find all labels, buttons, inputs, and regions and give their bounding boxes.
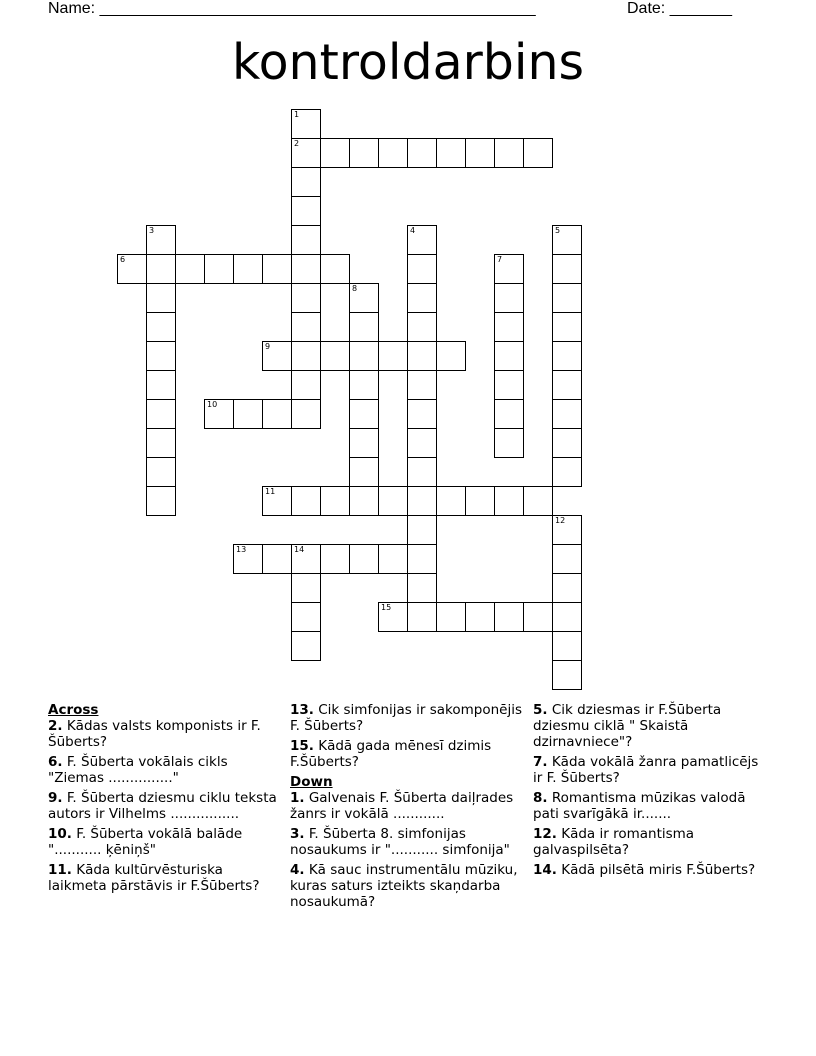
- grid-cell[interactable]: [291, 254, 321, 284]
- grid-cell[interactable]: [378, 602, 408, 632]
- grid-cell[interactable]: [494, 602, 524, 632]
- grid-cell[interactable]: [436, 602, 466, 632]
- grid-cell[interactable]: [465, 486, 495, 516]
- clue-number: 12: [555, 516, 566, 525]
- clue-number: 7: [497, 255, 503, 264]
- grid-cell[interactable]: [407, 428, 437, 458]
- clue-across-15: 15. Kādā gada mēnesī dzimis F.Šūberts?: [290, 738, 492, 770]
- grid-cell[interactable]: [146, 370, 176, 400]
- grid-cell[interactable]: [407, 341, 437, 371]
- grid-cell[interactable]: [552, 544, 582, 574]
- grid-cell[interactable]: [291, 399, 321, 429]
- grid-cell[interactable]: [146, 283, 176, 313]
- grid-cell[interactable]: [146, 312, 176, 342]
- grid-cell[interactable]: [349, 312, 379, 342]
- grid-cell[interactable]: [349, 370, 379, 400]
- clue-down-5: 5. Cik dziesmas ir F.Šūberta dziesmu ciklā " Skaistā dzirnavniece"?: [533, 702, 722, 750]
- grid-cell[interactable]: [146, 399, 176, 429]
- grid-cell[interactable]: [291, 283, 321, 313]
- grid-cell[interactable]: [407, 370, 437, 400]
- clue-down-14: 14. Kādā pilsētā miris F.Šūberts?: [533, 862, 756, 878]
- grid-cell[interactable]: [494, 254, 524, 284]
- clue-down-7: 7. Kāda vokālā žanra pamatlicējs ir F. Šūberts?: [533, 754, 759, 786]
- grid-cell[interactable]: [291, 138, 321, 168]
- grid-cell[interactable]: [407, 399, 437, 429]
- clue-number: 9: [265, 342, 271, 351]
- clue-number: 6: [120, 255, 126, 264]
- grid-cell[interactable]: [349, 341, 379, 371]
- grid-cell[interactable]: [552, 341, 582, 371]
- grid-cell[interactable]: [407, 544, 437, 574]
- grid-cell[interactable]: [378, 486, 408, 516]
- clue-down-3: 3. F. Šūberta 8. simfonijas nosaukums ir "........... simfonija": [290, 826, 510, 858]
- grid-cell[interactable]: [349, 428, 379, 458]
- clues-column-1: [48, 702, 284, 898]
- grid-cell[interactable]: [552, 515, 582, 545]
- clue-number: 8: [352, 284, 358, 293]
- grid-cell[interactable]: [378, 544, 408, 574]
- grid-cell[interactable]: [552, 602, 582, 632]
- grid-cell[interactable]: [552, 631, 582, 661]
- date-field[interactable]: Date: _______: [627, 0, 732, 17]
- clue-down-1: 1. Galvenais F. Šūberta daiļrades žanrs ir vokālā ............: [290, 790, 514, 822]
- clue-down-8: 8. Romantisma mūzikas valodā pati svarīgākā ir.......: [533, 790, 746, 822]
- grid-cell[interactable]: [494, 341, 524, 371]
- clue-number: 2: [294, 139, 300, 148]
- grid-cell[interactable]: [407, 486, 437, 516]
- grid-cell[interactable]: [291, 109, 321, 139]
- grid-cell[interactable]: [320, 341, 350, 371]
- clue-across-6: 6. F. Šūberta vokālais cikls "Ziemas ...............": [48, 754, 228, 786]
- grid-cell[interactable]: [291, 631, 321, 661]
- grid-cell[interactable]: [320, 254, 350, 284]
- grid-cell[interactable]: [436, 341, 466, 371]
- grid-cell[interactable]: [552, 283, 582, 313]
- clue-number: 15: [381, 603, 392, 612]
- clues-column-2: [290, 702, 526, 914]
- clue-across-13: 13. Cik simfonijas ir sakomponējis F. Šūberts?: [290, 702, 522, 734]
- grid-cell[interactable]: [204, 254, 234, 284]
- grid-cell[interactable]: [407, 573, 437, 603]
- clue-across-9: 9. F. Šūberta dziesmu ciklu teksta autors ir Vilhelms ................: [48, 790, 277, 822]
- clue-down-4: 4. Kā sauc instrumentālu mūziku, kuras saturs izteikts skaņdarba nosaukumā?: [290, 862, 518, 910]
- grid-cell[interactable]: [204, 399, 234, 429]
- grid-cell[interactable]: [465, 602, 495, 632]
- grid-cell[interactable]: [349, 283, 379, 313]
- clue-number: 11: [265, 487, 276, 496]
- grid-cell[interactable]: [494, 428, 524, 458]
- grid-cell[interactable]: [146, 254, 176, 284]
- grid-cell[interactable]: [262, 486, 292, 516]
- grid-cell[interactable]: [291, 167, 321, 197]
- grid-cell[interactable]: [494, 399, 524, 429]
- grid-cell[interactable]: [494, 138, 524, 168]
- grid-cell[interactable]: [407, 602, 437, 632]
- grid-cell[interactable]: [494, 370, 524, 400]
- grid-cell[interactable]: [146, 457, 176, 487]
- clue-number: 3: [149, 226, 155, 235]
- grid-cell[interactable]: [349, 486, 379, 516]
- grid-cell[interactable]: [436, 486, 466, 516]
- grid-cell[interactable]: [349, 544, 379, 574]
- grid-cell[interactable]: [233, 399, 263, 429]
- grid-cell[interactable]: [407, 457, 437, 487]
- grid-cell[interactable]: [117, 254, 147, 284]
- page-title: kontroldarbins: [231, 34, 585, 91]
- grid-cell[interactable]: [291, 602, 321, 632]
- grid-cell[interactable]: [407, 138, 437, 168]
- grid-cell[interactable]: [233, 254, 263, 284]
- grid-cell[interactable]: [552, 254, 582, 284]
- clue-number: 5: [555, 226, 561, 235]
- clue-number: 13: [236, 545, 247, 554]
- grid-cell[interactable]: [552, 660, 582, 690]
- grid-cell[interactable]: [378, 138, 408, 168]
- clue-down-12: 12. Kāda ir romantisma galvaspilsēta?: [533, 826, 695, 858]
- name-field[interactable]: Name: _________________________________________________: [48, 0, 536, 17]
- grid-cell[interactable]: [349, 399, 379, 429]
- grid-cell[interactable]: [320, 138, 350, 168]
- clues-column-3: [533, 702, 769, 882]
- grid-cell[interactable]: [233, 544, 263, 574]
- grid-cell[interactable]: [262, 544, 292, 574]
- grid-cell[interactable]: [407, 312, 437, 342]
- grid-cell[interactable]: [320, 544, 350, 574]
- grid-cell[interactable]: [262, 341, 292, 371]
- grid-cell[interactable]: [291, 573, 321, 603]
- grid-cell[interactable]: [552, 312, 582, 342]
- grid-cell[interactable]: [291, 196, 321, 226]
- grid-cell[interactable]: [378, 341, 408, 371]
- grid-cell[interactable]: [146, 225, 176, 255]
- grid-cell[interactable]: [552, 457, 582, 487]
- grid-cell[interactable]: [349, 457, 379, 487]
- grid-cell[interactable]: [291, 370, 321, 400]
- clue-number: 4: [410, 226, 416, 235]
- grid-cell[interactable]: [146, 486, 176, 516]
- grid-cell[interactable]: [262, 254, 292, 284]
- grid-cell[interactable]: [552, 573, 582, 603]
- grid-cell[interactable]: [523, 486, 553, 516]
- grid-cell[interactable]: [494, 283, 524, 313]
- grid-cell[interactable]: [407, 225, 437, 255]
- clue-across-2: 2. Kādas valsts komponists ir F. Šūberts?: [48, 718, 261, 750]
- grid-cell[interactable]: [146, 341, 176, 371]
- grid-cell[interactable]: [349, 138, 379, 168]
- grid-cell[interactable]: [494, 312, 524, 342]
- grid-cell[interactable]: [407, 515, 437, 545]
- grid-cell[interactable]: [146, 428, 176, 458]
- grid-cell[interactable]: [407, 254, 437, 284]
- grid-cell[interactable]: [407, 283, 437, 313]
- grid-cell[interactable]: [436, 138, 466, 168]
- across-heading: Across: [48, 702, 99, 718]
- grid-cell[interactable]: [552, 370, 582, 400]
- grid-cell[interactable]: [523, 602, 553, 632]
- down-heading: Down: [290, 774, 333, 790]
- clue-number: 14: [294, 545, 305, 554]
- grid-cell[interactable]: [465, 138, 495, 168]
- clue-across-10: 10. F. Šūberta vokālā balāde "........... ķēniņš": [48, 826, 243, 858]
- grid-cell[interactable]: [291, 486, 321, 516]
- grid-cell[interactable]: [552, 428, 582, 458]
- grid-cell[interactable]: [552, 399, 582, 429]
- grid-cell[interactable]: [552, 225, 582, 255]
- grid-cell[interactable]: [523, 138, 553, 168]
- grid-cell[interactable]: [494, 486, 524, 516]
- grid-cell[interactable]: [291, 312, 321, 342]
- clue-across-11: 11. Kāda kultūrvēsturiska laikmeta pārstāvis ir F.Šūberts?: [48, 862, 260, 894]
- clue-number: 10: [207, 400, 218, 409]
- clue-number: 1: [294, 110, 300, 119]
- grid-cell[interactable]: [320, 486, 350, 516]
- grid-cell[interactable]: [262, 399, 292, 429]
- grid-cell[interactable]: [291, 341, 321, 371]
- grid-cell[interactable]: [175, 254, 205, 284]
- grid-cell[interactable]: [291, 225, 321, 255]
- grid-cell[interactable]: [291, 544, 321, 574]
